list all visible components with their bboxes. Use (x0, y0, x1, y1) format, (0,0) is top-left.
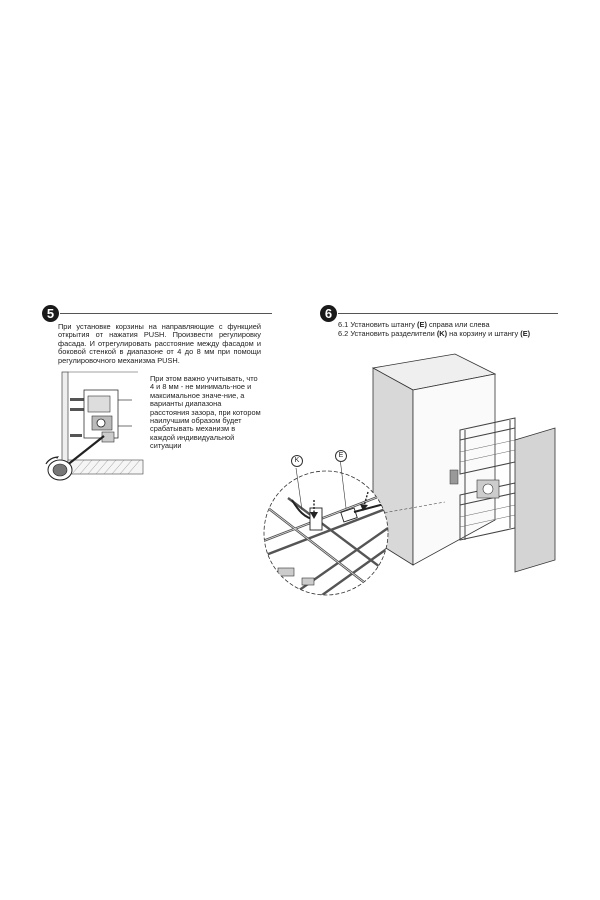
callout-e-label: E (338, 452, 344, 459)
step-5-divider (60, 313, 272, 314)
step-6-divider (338, 313, 558, 314)
cabinet-basket-illustration (365, 340, 560, 580)
step-6-badge: 6 (320, 305, 337, 322)
instruction-1-suffix: справа или слева (426, 320, 490, 329)
rod-ref-e-2: (E) (520, 329, 531, 338)
step-5-badge: 5 (42, 305, 59, 322)
instruction-1-prefix: 6.1 Установить штангу (338, 320, 418, 329)
detail-zoom-illustration (258, 448, 388, 598)
divider-ref-k: (K) (436, 329, 448, 338)
push-mechanism-illustration (40, 370, 150, 485)
step-6-instruction-2 (338, 330, 578, 338)
callout-k-label: K (294, 457, 300, 464)
callout-k-circle (291, 455, 303, 467)
step-5-paragraph: При установке корзины на направляющие с функцией открытия от нажатия PUSH. Произвести регулировку фасада. И отрегулировать расстояние между фасадом и боковой стенкой в диапазоне от 4 до 8 мм при помощи регулировочного механизма PUSH. (58, 322, 261, 365)
step-5-note: При этом важно учитывать, что 4 и 8 мм - не минималь-ное и максимальное значе-ние, а варианты диапазона расстояния зазора, при котором наилучшим образом будет срабатывать механизм в каждой индивидуальной ситуации (150, 374, 261, 451)
rod-ref-e: (E) (417, 320, 427, 329)
instruction-2-mid: на корзину и штангу (447, 329, 521, 338)
callout-e-circle (335, 450, 347, 462)
instruction-2-prefix: 6.2 Установить разделители (338, 329, 437, 338)
